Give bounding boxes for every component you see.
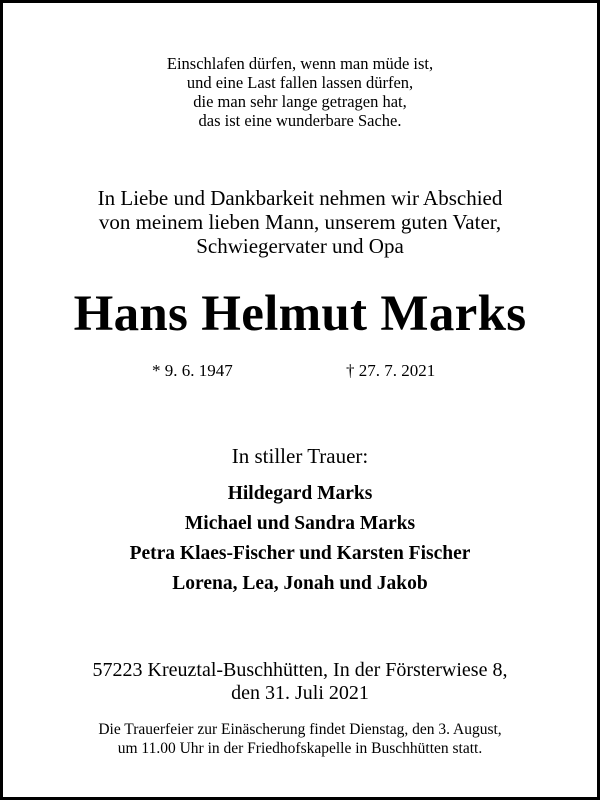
intro-line: Schwiegervater und Opa bbox=[196, 234, 404, 258]
poem-line: Einschlafen dürfen, wenn man müde ist, bbox=[166, 54, 434, 73]
mourning-heading: In stiller Trauer: bbox=[231, 444, 369, 468]
address-line: 57223 Kreuztal-Buschhütten, In der Försterwiese 8, bbox=[92, 659, 508, 681]
intro-text bbox=[0, 186, 600, 258]
funeral-notice bbox=[0, 720, 600, 758]
poem bbox=[0, 54, 600, 130]
mourner-entry: Michael und Sandra Marks bbox=[184, 513, 416, 534]
mourner-entry: Lorena, Lea, Jonah und Jakob bbox=[172, 573, 428, 594]
place-and-date bbox=[0, 659, 600, 705]
intro-line: von meinem lieben Mann, unserem guten Vater, bbox=[98, 210, 502, 234]
deceased-name: Hans Helmut Marks bbox=[73, 286, 527, 342]
death-date: † 27. 7. 2021 bbox=[346, 361, 436, 380]
poem-line: die man sehr lange getragen hat, bbox=[193, 92, 407, 111]
birth-date: * 9. 6. 1947 bbox=[152, 361, 233, 380]
mourner-entry: Petra Klaes-Fischer und Karsten Fischer bbox=[129, 543, 471, 564]
mourner-entry: Hildegard Marks bbox=[227, 483, 373, 504]
poem-line: das ist eine wunderbare Sache. bbox=[198, 111, 402, 130]
date-line: den 31. Juli 2021 bbox=[231, 682, 369, 704]
mourners-list bbox=[0, 479, 600, 599]
notice-line: um 11.00 Uhr in der Friedhofskapelle in Buschhütten statt. bbox=[117, 740, 483, 757]
intro-line: In Liebe und Dankbarkeit nehmen wir Abschied bbox=[97, 186, 503, 210]
notice-line: Die Trauerfeier zur Einäscherung findet Dienstag, den 3. August, bbox=[98, 721, 502, 738]
poem-line: und eine Last fallen lassen dürfen, bbox=[186, 73, 414, 92]
